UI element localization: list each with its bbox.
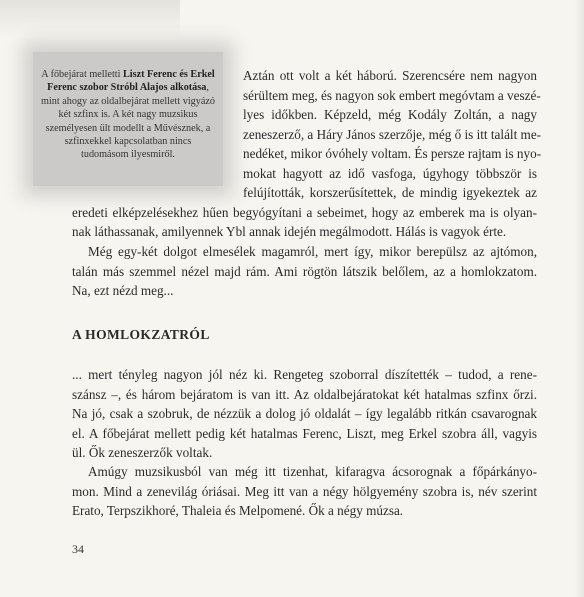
text-line: eredeti elképzelésekhez hűen begyógyítani a sebeimet, hogy az emberek ma is olyan- [72, 204, 537, 220]
text-line: felújították, korszerűsítettek, de mindig igyekeztek az [243, 185, 537, 200]
page-number: 34 [72, 542, 84, 556]
paragraph-4 [72, 462, 537, 521]
image-caption [40, 68, 216, 162]
text-line: nedéket, mikor óvóhely voltam. És persze rajtam is nyo- [243, 146, 542, 162]
text-line: Na, ezt nézd meg... [72, 283, 174, 299]
text-line: mon. Mind a zenevilág óriásai. Meg itt van a négy hölgyemény szobra is, név szerint [72, 483, 537, 499]
page-shadow [0, 0, 180, 38]
page-gutter [574, 0, 584, 597]
text-line: talán más szemmel nézel majd rám. Ami rögtön látszik belőlem, az a homlokzatom. [72, 263, 537, 279]
text-line: mokat hagyott az idő vasfoga, úgyhogy többször is [243, 165, 537, 181]
text-line: Erato, Terpszikhoré, Thaleia és Melpomené. Ők a négy múzsa. [72, 503, 404, 519]
text-line: nak láthassanak, amilyennek Ybl annak idején megálmodott. Hálás is vagyok érte. [72, 224, 507, 240]
text-line: Amúgy muzsikusból van még itt tizenhat, kifaragva ácsorognak a főpárkányo- [88, 464, 537, 479]
section-heading: A HOMLOKZATRÓL [72, 327, 210, 342]
text-line: szánsz –, és három bejáratom is van itt. Az oldalbejáratokat két hatalmas szfinx őrzi. [72, 386, 537, 402]
paragraph-3 [72, 365, 537, 463]
text-line: ... mert tényleg nagyon jól néz ki. Rengeteg szoborral díszítették – tudod, a rene- [72, 367, 537, 382]
caption-text-start: A főbejárat melletti [41, 69, 123, 80]
paragraph-2 [72, 242, 537, 301]
paragraph-1-lower [72, 183, 537, 242]
text-line: el. A főbejárat mellett pedig két hatalmas Ferenc, Liszt, meg Erkel szobra áll, vagyis [72, 425, 537, 441]
text-line: lyes időkben. Képzeld, még Kodály Zoltán, a nagy [243, 107, 537, 123]
text-line: Aztán ott volt a két háború. Szerencsére nem nagyon [243, 68, 537, 83]
text-line: Még egy-két dolgot elmesélek magamról, mert így, mikor berepülsz az ajtómon, [88, 244, 537, 259]
text-line: sérültem meg, és nagyon sok embert megóvtam a veszé- [243, 87, 541, 103]
text-line: zeneszerző, a Háry János szerzője, még ő is itt talált me- [243, 126, 542, 142]
paragraph-1-upper [243, 66, 542, 184]
text-line: ül. Ők zeneszerzők voltak. [72, 445, 213, 461]
text-line: Na jó, csak a szobruk, de nézzük a dolog jó oldalát – így legalább ritkán csavarognak [72, 406, 537, 422]
caption-bold-text: Liszt Ferenc és Erkel Ferenc szobor Stróbl Alajos alkotása [47, 69, 215, 94]
caption-text-end: , mint ahogy az oldalbejárat mellett vigyázó két szfinx is. A két nagy muzsikus személyesen ült modellt a Művésznek, a szfinxekkel kapcsolatban nincs tudomásom ilyesmiről. [41, 82, 215, 161]
